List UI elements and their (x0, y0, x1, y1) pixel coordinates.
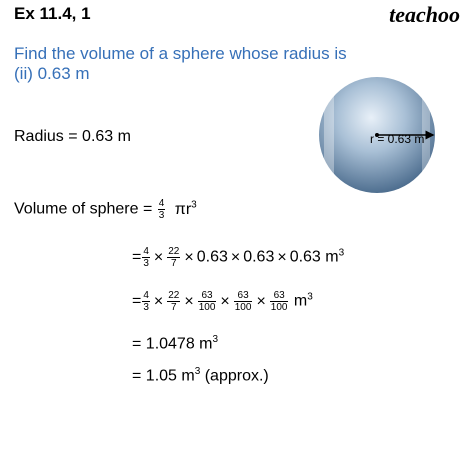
brand-logo: teachoo (389, 2, 460, 27)
volume-label: Volume of sphere = (14, 200, 153, 218)
step-result-exact: = 1.0478 $m^3$ (132, 334, 219, 353)
step-result-approx: = 1.05 $m^3$ (approx.) (132, 366, 269, 385)
question-line-1: Find the volume of a sphere whose radius is (14, 44, 347, 63)
question-line-2: (ii) 0.63 m (14, 64, 90, 83)
radius-step: Radius = 0.63 m (14, 128, 131, 145)
fraction-4-3: $\frac{4}{3}$ (158, 198, 165, 221)
sphere-shine-left (324, 86, 334, 184)
radius-label: r = 0.63 m (370, 132, 425, 146)
pi-r: πr (174, 200, 192, 218)
step-fractions: = $\frac{4}{3}$ × $\frac{22}{7}$ × $\frac{63}{100}$ × $\frac{63}{100}$ × $\frac{63}{100}$ $m^3$ (132, 290, 313, 313)
volume-formula: Volume of sphere = $\frac{4}{3}$ $\pi r^3$ (14, 198, 197, 221)
step-substitution: = $\frac{4}{3}$ × $\frac{22}{7}$ × 0.63 × 0.63 × 0.63 $m^3$ (132, 246, 345, 269)
exercise-number: Ex 11.4, 1 (14, 4, 91, 23)
